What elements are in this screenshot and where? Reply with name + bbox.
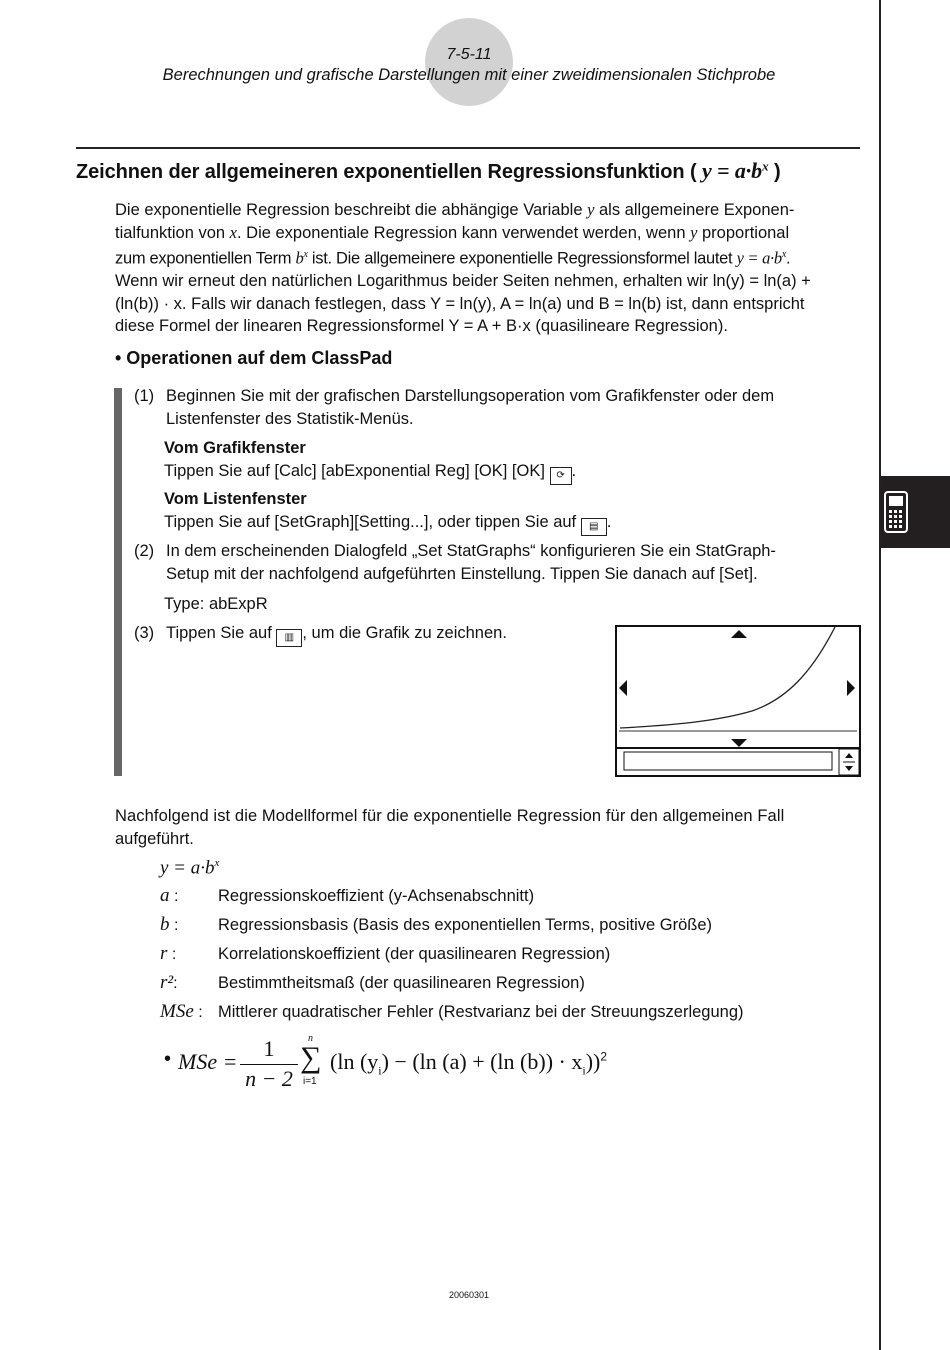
model-intro: Nachfolgend ist die Modellformel für die exponentielle Regression für den allgemeinen Fall aufgeführt. bbox=[115, 807, 785, 848]
definition-r2: r²: Bestimmtheitsmaß (der quasilinearen Regression) bbox=[160, 972, 585, 993]
step-3: (3) Tippen Sie auf ▥ , um die Grafik zu zeichnen. bbox=[134, 622, 507, 647]
mse-body: (ln $(y_i) - (\ln$ (a) + (ln $(b)) \cdot x_i))^2$ bbox=[330, 1049, 608, 1078]
calculator-icon bbox=[881, 476, 950, 548]
footer-code: 20060301 bbox=[448, 1290, 490, 1300]
summation-sign: ∑ bbox=[300, 1041, 322, 1074]
operations-heading: • Operationen auf dem ClassPad bbox=[115, 348, 393, 368]
section-rule bbox=[76, 147, 860, 149]
graph-setting-icon: ▤ bbox=[581, 518, 607, 536]
definition-mse: MSe : Mittlerer quadratischer Fehler (Restvarianz bei der Streuungszerlegung) bbox=[160, 1001, 744, 1022]
step-2: (2) In dem erscheinenden Dialogfeld „Set StatGraphs“ konfigurieren Sie ein StatGraph- Setup mit der nachfolgend aufgeführten Einstellung. Tippen Sie danach auf [Set]. bbox=[134, 542, 776, 583]
definition-b: b : Regressionsbasis (Basis des exponentiellen Terms, positive Größe) bbox=[160, 914, 713, 935]
intro-paragraph: Die exponentielle Regression beschreibt die abhängige Variable y als allgemeinere Exponen- tialfunktion von x. Die exponentiale Regression kann verwendet werden, wenn y proportional zum exponentiellen Term $b^x$ ist. Die allgemeinere exponentielle Regressionsformel lautet $y = a\cdot b^x$. Wenn wir erneut den natürlichen Logarithmus beider Seiten nehmen, erhalten wir ln(y) = ln(a) + (ln(b)) · x. Falls wir danach festlegen, dass Y = ln(y), A = ln(a) und B = ln(b) ist, dann entspricht diese Formel der linearen Regressionsformel Y = A + B·x (quasilineare Regression). bbox=[115, 200, 811, 336]
regression-graph bbox=[617, 627, 859, 775]
definition-a: a : Regressionskoeffizient (y-Achsenabschnitt) bbox=[160, 885, 535, 906]
right-margin-rule bbox=[879, 0, 881, 1350]
draw-graph-icon: ▥ bbox=[276, 629, 302, 647]
mse-formula: • MSe = 1 n − 2 n ∑ i=1 (ln $(y_i) - (\ln$ (a) + (ln $(b)) \cdot x_i))^2$ bbox=[164, 1033, 608, 1091]
refresh-icon: ⟳ bbox=[550, 467, 572, 485]
list-window-instructions: Vom Listenfenster Tippen Sie auf [SetGraph][Setting...], oder tippen Sie auf ▤ . bbox=[164, 488, 854, 536]
graph-window-instructions: Vom Grafikfenster Tippen Sie auf [Calc] [abExponential Reg] [OK] [OK] ⟳ . bbox=[164, 437, 854, 485]
page-number: 7-5-11 bbox=[446, 46, 492, 63]
procedure-bar bbox=[114, 388, 122, 776]
section-title: Zeichnen der allgemeineren exponentiellen Regressionsfunktion ( $y = a\cdot b^x$ ) bbox=[76, 158, 781, 183]
side-chapter-tab bbox=[881, 476, 950, 548]
running-head: Berechnungen und grafische Darstellungen mit einer zweidimensionalen Stichprobe bbox=[162, 66, 776, 84]
classpad-screen bbox=[615, 625, 861, 777]
step-1: (1) Beginnen Sie mit der grafischen Darstellungsoperation vom Grafikfenster oder dem Listenfenster des Statistik-Menüs. bbox=[134, 387, 775, 428]
definition-r: r : Korrelationskoeffizient (der quasilinearen Regression) bbox=[160, 943, 611, 964]
type-setting: Type: abExpR bbox=[164, 595, 268, 613]
model-formula: $y = a\cdot b^x$ bbox=[160, 857, 220, 879]
